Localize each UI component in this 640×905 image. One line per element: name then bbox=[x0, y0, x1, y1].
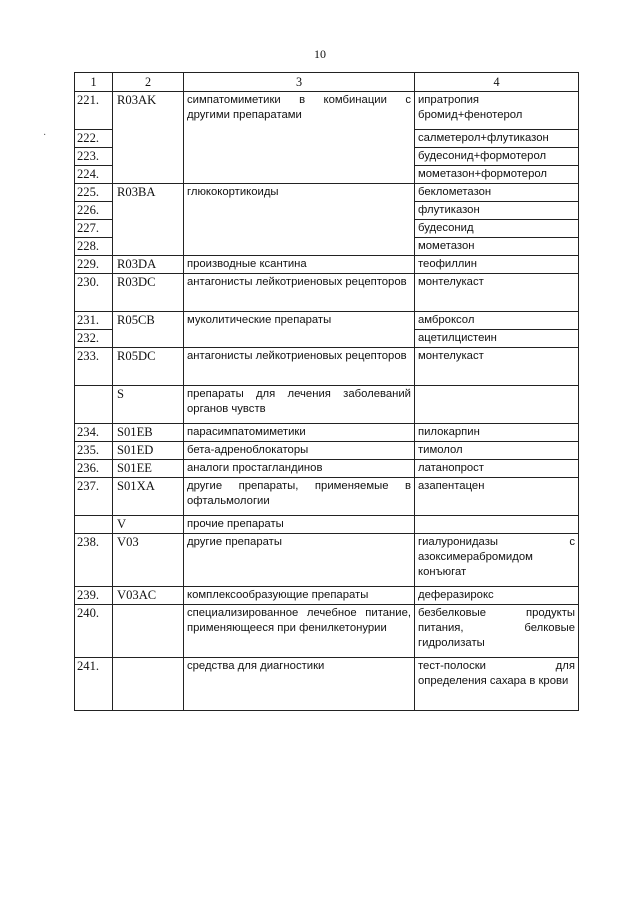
drug-name: салметерол+флутиказон bbox=[415, 130, 579, 148]
drug-name: мометазон bbox=[415, 238, 579, 256]
drug-group: антагонисты лейкотриеновых рецепторов bbox=[184, 274, 415, 312]
row-number: 223. bbox=[75, 148, 113, 166]
drug-group: средства для диагностики bbox=[184, 658, 415, 711]
table-row bbox=[75, 516, 579, 534]
table-row bbox=[75, 256, 579, 274]
row-number: 228. bbox=[75, 238, 113, 256]
table-row bbox=[75, 424, 579, 442]
table-row bbox=[75, 587, 579, 605]
drug-name: безбелковые продукты питания, белковые гидролизаты bbox=[415, 605, 579, 658]
table-row bbox=[75, 312, 579, 330]
drug-name bbox=[415, 516, 579, 534]
table-row bbox=[75, 658, 579, 711]
drug-name: пилокарпин bbox=[415, 424, 579, 442]
drug-name: тимолол bbox=[415, 442, 579, 460]
atc-code: V03 bbox=[113, 534, 184, 587]
drug-group: бета-адреноблокаторы bbox=[184, 442, 415, 460]
drug-group: парасимпатомиметики bbox=[184, 424, 415, 442]
drug-name: флутиказон bbox=[415, 202, 579, 220]
atc-code: S bbox=[113, 386, 184, 424]
drug-group: комплексообразующие препараты bbox=[184, 587, 415, 605]
drug-name: тест-полоски для определения сахара в крови bbox=[415, 658, 579, 711]
drug-name: мометазон+формотерол bbox=[415, 166, 579, 184]
row-number: 240. bbox=[75, 605, 113, 658]
table-header-row bbox=[75, 73, 579, 92]
drug-name: амброксол bbox=[415, 312, 579, 330]
drug-group: прочие препараты bbox=[184, 516, 415, 534]
drug-name: гиалуронидазы с азоксимерабромидом конъюгат bbox=[415, 534, 579, 587]
atc-code: S01XA bbox=[113, 478, 184, 516]
row-number: 236. bbox=[75, 460, 113, 478]
drug-group: производные ксантина bbox=[184, 256, 415, 274]
page-number: 10 bbox=[314, 47, 326, 61]
row-number: 237. bbox=[75, 478, 113, 516]
row-number bbox=[75, 386, 113, 424]
table-row bbox=[75, 274, 579, 312]
table-row bbox=[75, 386, 579, 424]
drug-name: ацетилцистеин bbox=[415, 330, 579, 348]
column-header: 1 bbox=[75, 73, 113, 92]
drug-name: монтелукаст bbox=[415, 348, 579, 386]
atc-code: S01EB bbox=[113, 424, 184, 442]
atc-code: R05CB bbox=[113, 312, 184, 348]
row-number: 227. bbox=[75, 220, 113, 238]
row-number: 226. bbox=[75, 202, 113, 220]
row-number: 241. bbox=[75, 658, 113, 711]
atc-code: V bbox=[113, 516, 184, 534]
drug-group: другие препараты, применяемые в офтальмологии bbox=[184, 478, 415, 516]
column-header: 2 bbox=[113, 73, 184, 92]
atc-code: R05DC bbox=[113, 348, 184, 386]
row-number: 222. bbox=[75, 130, 113, 148]
drug-group: муколитические препараты bbox=[184, 312, 415, 348]
table-row bbox=[75, 460, 579, 478]
drug-name: теофиллин bbox=[415, 256, 579, 274]
row-number: 230. bbox=[75, 274, 113, 312]
table-row bbox=[75, 478, 579, 516]
row-number: 235. bbox=[75, 442, 113, 460]
row-number: 229. bbox=[75, 256, 113, 274]
table-row bbox=[75, 348, 579, 386]
drug-group: специализированное лечебное питание, применяющееся при фенилкетонурии bbox=[184, 605, 415, 658]
column-header: 3 bbox=[184, 73, 415, 92]
atc-code: R03AK bbox=[113, 92, 184, 184]
atc-code: S01ED bbox=[113, 442, 184, 460]
atc-code bbox=[113, 658, 184, 711]
drug-name: беклометазон bbox=[415, 184, 579, 202]
margin-mark: · bbox=[43, 130, 47, 141]
atc-code: R03DA bbox=[113, 256, 184, 274]
drug-group: антагонисты лейкотриеновых рецепторов bbox=[184, 348, 415, 386]
drug-name: будесонид+формотерол bbox=[415, 148, 579, 166]
table-row bbox=[75, 605, 579, 658]
row-number: 239. bbox=[75, 587, 113, 605]
table-row bbox=[75, 92, 579, 130]
atc-code: S01EE bbox=[113, 460, 184, 478]
drug-name: азапентацен bbox=[415, 478, 579, 516]
row-number: 224. bbox=[75, 166, 113, 184]
row-number: 225. bbox=[75, 184, 113, 202]
drug-name: ипратропия бромид+фенотерол bbox=[415, 92, 579, 130]
drug-name bbox=[415, 386, 579, 424]
atc-code bbox=[113, 605, 184, 658]
drug-name: будесонид bbox=[415, 220, 579, 238]
atc-code: V03AC bbox=[113, 587, 184, 605]
row-number: 233. bbox=[75, 348, 113, 386]
drug-group: симпатомиметики в комбинации с другими препаратами bbox=[184, 92, 415, 184]
table-row bbox=[75, 184, 579, 202]
atc-code: R03DC bbox=[113, 274, 184, 312]
row-number: 238. bbox=[75, 534, 113, 587]
drug-group: препараты для лечения заболеваний органов чувств bbox=[184, 386, 415, 424]
drug-name: латанопрост bbox=[415, 460, 579, 478]
table-row bbox=[75, 534, 579, 587]
drug-name: монтелукаст bbox=[415, 274, 579, 312]
row-number: 221. bbox=[75, 92, 113, 130]
row-number: 231. bbox=[75, 312, 113, 330]
row-number bbox=[75, 516, 113, 534]
column-header: 4 bbox=[415, 73, 579, 92]
atc-code: R03BA bbox=[113, 184, 184, 256]
drug-name: деферазирокс bbox=[415, 587, 579, 605]
drug-list-table bbox=[74, 72, 579, 711]
row-number: 232. bbox=[75, 330, 113, 348]
table-row bbox=[75, 442, 579, 460]
drug-group: другие препараты bbox=[184, 534, 415, 587]
drug-group: аналоги простагландинов bbox=[184, 460, 415, 478]
drug-group: глюкокортикоиды bbox=[184, 184, 415, 256]
row-number: 234. bbox=[75, 424, 113, 442]
